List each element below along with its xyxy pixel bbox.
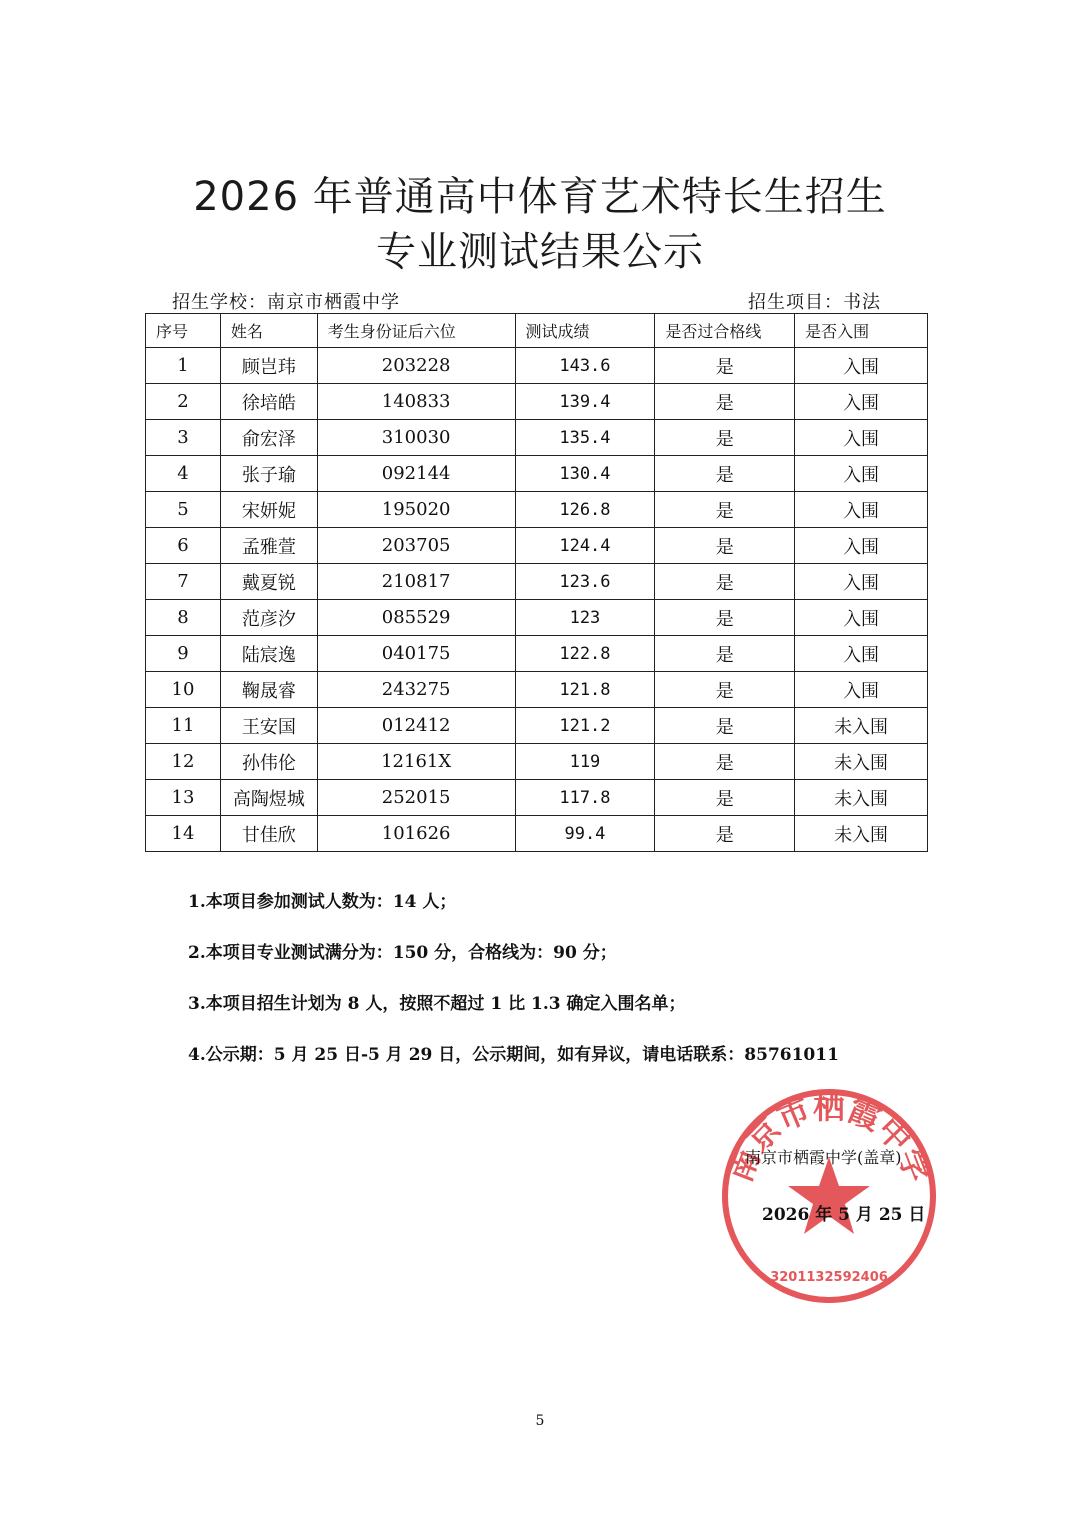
note-item: 4.公示期：5 月 25 日-5 月 29 日，公示期间，如有异议，请电话联系：85761011 [188,1045,839,1065]
cell-shortlisted: 未入围 [795,708,928,744]
cell-name: 甘佳欣 [220,816,317,852]
cell-shortlisted: 入围 [795,564,928,600]
cell-passed: 是 [655,672,795,708]
cell-passed: 是 [655,708,795,744]
cell-name: 高陶煜城 [220,780,317,816]
cell-index: 14 [146,816,221,852]
cell-id-last6: 12161X [317,744,515,780]
table-header-row [146,314,928,348]
header-name: 姓名 [220,314,317,348]
cell-id-last6: 092144 [317,456,515,492]
cell-name: 陆宸逸 [220,636,317,672]
table-row [146,636,928,672]
table-row [146,384,928,420]
cell-id-last6: 085529 [317,600,515,636]
seal-number: 3201132592406 [770,1270,888,1285]
school-label: 招生学校：南京市栖霞中学 [172,292,400,313]
cell-name: 顾岂玮 [220,348,317,384]
cell-index: 7 [146,564,221,600]
cell-passed: 是 [655,780,795,816]
cell-id-last6: 140833 [317,384,515,420]
header-index: 序号 [146,314,221,348]
cell-index: 9 [146,636,221,672]
cell-shortlisted: 入围 [795,348,928,384]
cell-score: 99.4 [515,816,655,852]
seal-text: 南京市栖霞中学 [720,1088,938,1188]
table-body [146,348,928,852]
cell-name: 孟雅萱 [220,528,317,564]
cell-score: 123 [515,600,655,636]
cell-passed: 是 [655,600,795,636]
cell-index: 5 [146,492,221,528]
cell-name: 戴夏锐 [220,564,317,600]
cell-name: 范彦汐 [220,600,317,636]
cell-score: 121.8 [515,672,655,708]
cell-name: 王安国 [220,708,317,744]
cell-score: 117.8 [515,780,655,816]
cell-name: 鞠晟睿 [220,672,317,708]
table-row [146,816,928,852]
cell-passed: 是 [655,348,795,384]
cell-passed: 是 [655,384,795,420]
cell-name: 徐培皓 [220,384,317,420]
header-passed: 是否过合格线 [655,314,795,348]
table-row [146,492,928,528]
table-row [146,708,928,744]
cell-shortlisted: 入围 [795,420,928,456]
table-row [146,420,928,456]
cell-shortlisted: 入围 [795,384,928,420]
official-seal [718,1085,940,1307]
notes-list [188,887,839,1091]
table-row [146,528,928,564]
cell-shortlisted: 入围 [795,636,928,672]
project-label: 招生项目：书法 [748,292,881,313]
page-number: 5 [535,1413,545,1429]
cell-index: 3 [146,420,221,456]
table-row [146,456,928,492]
table-row [146,564,928,600]
cell-id-last6: 195020 [317,492,515,528]
cell-id-last6: 040175 [317,636,515,672]
header-id-last6: 考生身份证后六位 [317,314,515,348]
signature-date: 2026 年 5 月 25 日 [762,1205,926,1225]
cell-score: 122.8 [515,636,655,672]
cell-shortlisted: 入围 [795,528,928,564]
cell-passed: 是 [655,420,795,456]
cell-shortlisted: 未入围 [795,780,928,816]
table-row [146,780,928,816]
cell-id-last6: 252015 [317,780,515,816]
cell-score: 130.4 [515,456,655,492]
cell-shortlisted: 入围 [795,600,928,636]
cell-index: 8 [146,600,221,636]
table-row [146,348,928,384]
document-title-line1: 2026 年普通高中体育艺术特长生招生 [193,174,887,220]
header-shortlisted: 是否入围 [795,314,928,348]
cell-score: 123.6 [515,564,655,600]
note-item: 2.本项目专业测试满分为：150 分，合格线为：90 分； [188,943,617,963]
cell-shortlisted: 未入围 [795,816,928,852]
cell-shortlisted: 未入围 [795,744,928,780]
table-row [146,672,928,708]
cell-index: 13 [146,780,221,816]
cell-passed: 是 [655,744,795,780]
cell-passed: 是 [655,456,795,492]
cell-score: 124.4 [515,528,655,564]
document-title-line2: 专业测试结果公示 [376,229,704,275]
note-item: 1.本项目参加测试人数为：14 人； [188,892,457,912]
cell-passed: 是 [655,636,795,672]
cell-score: 135.4 [515,420,655,456]
cell-shortlisted: 入围 [795,672,928,708]
cell-score: 121.2 [515,708,655,744]
cell-index: 6 [146,528,221,564]
cell-score: 139.4 [515,384,655,420]
cell-index: 4 [146,456,221,492]
cell-score: 126.8 [515,492,655,528]
cell-id-last6: 101626 [317,816,515,852]
cell-passed: 是 [655,528,795,564]
cell-passed: 是 [655,564,795,600]
cell-id-last6: 210817 [317,564,515,600]
cell-score: 143.6 [515,348,655,384]
cell-name: 宋妍妮 [220,492,317,528]
cell-index: 11 [146,708,221,744]
cell-shortlisted: 入围 [795,492,928,528]
cell-name: 孙伟伦 [220,744,317,780]
cell-index: 1 [146,348,221,384]
results-table [145,313,928,852]
cell-id-last6: 243275 [317,672,515,708]
cell-name: 俞宏泽 [220,420,317,456]
cell-index: 2 [146,384,221,420]
header-score: 测试成绩 [515,314,655,348]
cell-score: 119 [515,744,655,780]
cell-passed: 是 [655,816,795,852]
cell-id-last6: 203705 [317,528,515,564]
cell-shortlisted: 入围 [795,456,928,492]
cell-index: 10 [146,672,221,708]
signature-org: 南京市栖霞中学(盖章) [745,1148,902,1167]
cell-name: 张子瑜 [220,456,317,492]
cell-passed: 是 [655,492,795,528]
cell-index: 12 [146,744,221,780]
cell-id-last6: 310030 [317,420,515,456]
cell-id-last6: 203228 [317,348,515,384]
note-item: 3.本项目招生计划为 8 人，按照不超过 1 比 1.3 确定入围名单； [188,994,686,1014]
table-row [146,600,928,636]
table-row [146,744,928,780]
cell-id-last6: 012412 [317,708,515,744]
